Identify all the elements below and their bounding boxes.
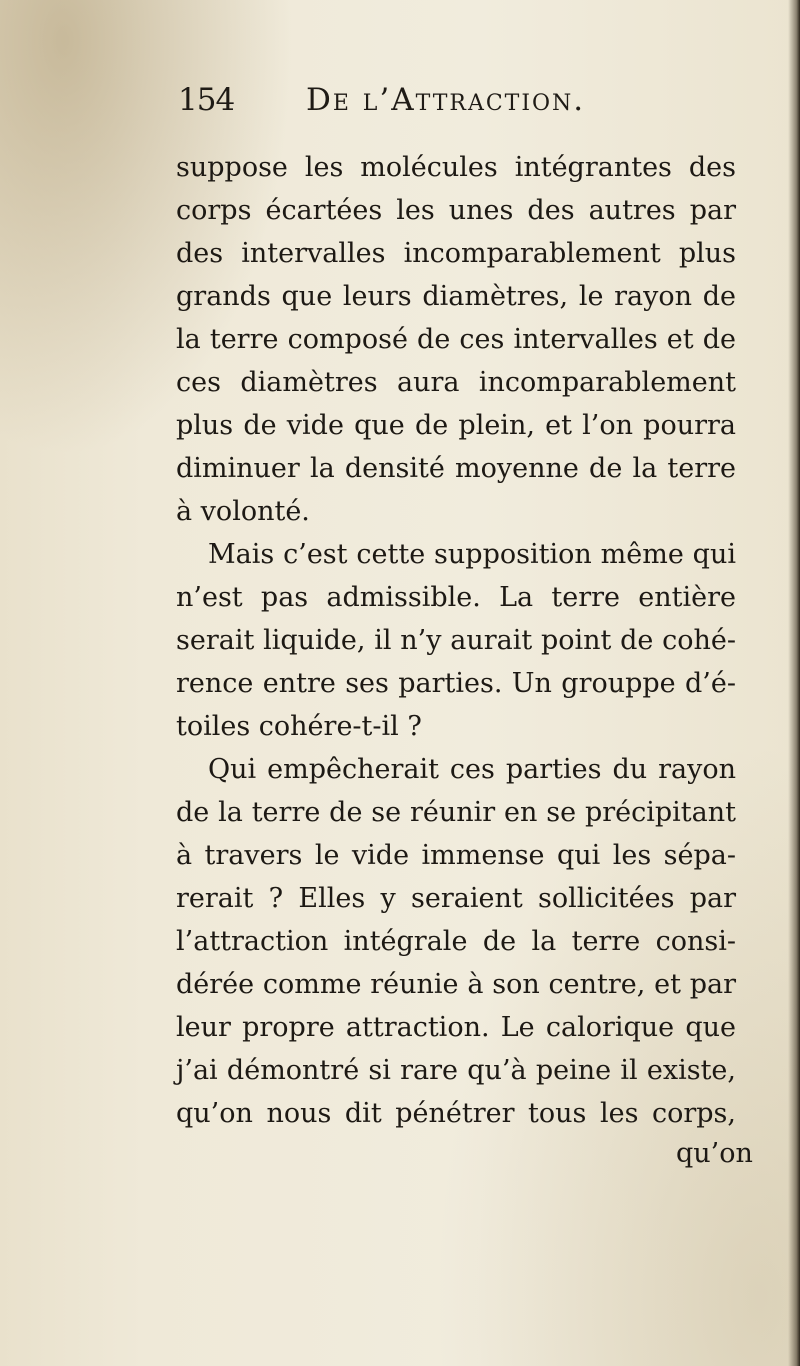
body-text: [176, 146, 736, 1135]
text-line: Qui empêcherait ces parties du rayon: [208, 754, 736, 785]
text-line: diminuer la densité moyenne de la terre: [176, 453, 736, 484]
running-title: De l’Attraction.: [306, 82, 586, 118]
text-line: des intervalles incomparablement plus: [176, 238, 736, 269]
text-line: n’est pas admissible. La terre entière: [176, 582, 736, 613]
text-line: toiles cohére-t-il ?: [176, 711, 422, 742]
text-line: qu’on nous dit pénétrer tous les corps,: [176, 1098, 736, 1129]
text-line: à volonté.: [176, 496, 310, 527]
text-line: la terre composé de ces intervalles et de: [176, 324, 736, 355]
text-line: leur propre attraction. Le calorique que: [176, 1012, 736, 1043]
catchword: qu’on: [676, 1138, 753, 1169]
text-line: j’ai démontré si rare qu’à peine il existe,: [176, 1055, 736, 1086]
text-line: à travers le vide immense qui les sépa-: [176, 840, 736, 871]
page-edge-shadow: [788, 0, 800, 1366]
text-line: rence entre ses parties. Un grouppe d’é-: [176, 668, 736, 699]
text-line: serait liquide, il n’y aurait point de cohé-: [176, 625, 736, 656]
text-line: Mais c’est cette supposition même qui: [208, 539, 736, 570]
page-number: 154: [178, 82, 235, 118]
text-line: ces diamètres aura incomparablement: [176, 367, 736, 398]
text-line: rerait ? Elles y seraient sollicitées par: [176, 883, 736, 914]
text-line: l’attraction intégrale de la terre consi-: [176, 926, 736, 957]
page-header: [178, 82, 658, 122]
text-line: suppose les molécules intégrantes des: [176, 152, 736, 183]
text-line: de la terre de se réunir en se précipitant: [176, 797, 736, 828]
text-line: plus de vide que de plein, et l’on pourra: [176, 410, 736, 441]
text-line: corps écartées les unes des autres par: [176, 195, 736, 226]
text-line: dérée comme réunie à son centre, et par: [176, 969, 736, 1000]
text-line: grands que leurs diamètres, le rayon de: [176, 281, 736, 312]
